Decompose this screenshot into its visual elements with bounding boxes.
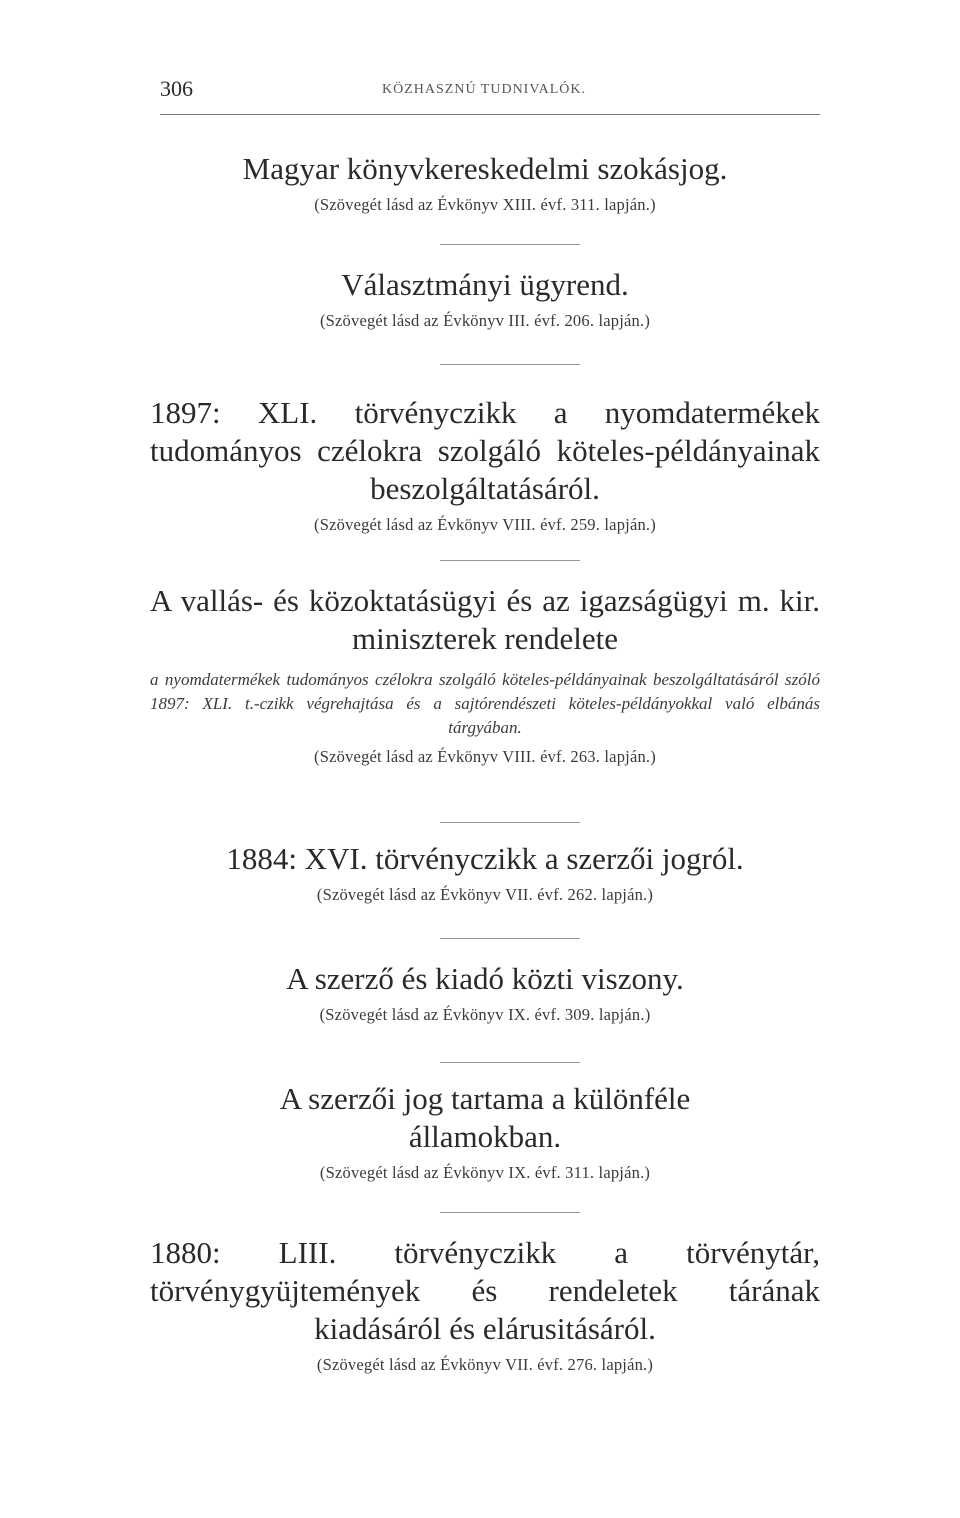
page-number: 306 bbox=[160, 76, 193, 101]
entry-reference: (Szövegét lásd az Évkönyv VII. évf. 262. lapján.) bbox=[316, 885, 654, 904]
entry-reference: (Szövegét lásd az Évkönyv VIII. évf. 259. lapján.) bbox=[314, 515, 656, 534]
separator-rule bbox=[440, 822, 580, 823]
header-rule bbox=[160, 114, 820, 115]
entry-reference: (Szövegét lásd az Évkönyv XIII. évf. 311. lapján.) bbox=[314, 195, 656, 214]
separator-rule bbox=[440, 560, 580, 561]
entry-subtitle: a nyomdatermékek tudományos czélokra szolgáló köteles-példányainak beszolgáltatásáról szóló 1897: XLI. t.-czikk végrehajtása és a sajtórendészeti köteles-példányokkal való elbánás tárgyában. bbox=[150, 670, 820, 737]
running-head: KÖZHASZNÚ TUDNIVALÓK. bbox=[382, 82, 587, 97]
entry-reference: (Szövegét lásd az Évkönyv IX. évf. 309. lapján.) bbox=[319, 1005, 651, 1024]
entry-szerzo-kiado bbox=[150, 960, 820, 1026]
separator-rule bbox=[440, 364, 580, 365]
separator-rule bbox=[440, 938, 580, 939]
entry-title: A szerző és kiadó közti viszony. bbox=[286, 961, 684, 996]
entry-reference: (Szövegét lásd az Évkönyv IX. évf. 311. lapján.) bbox=[319, 1163, 651, 1182]
separator-rule bbox=[440, 1212, 580, 1213]
entry-1897-xli bbox=[150, 394, 820, 536]
entry-szokasjog bbox=[150, 150, 820, 216]
entry-rendelet bbox=[150, 582, 820, 768]
entry-1884-xvi bbox=[150, 840, 820, 906]
entry-title: Választmányi ügyrend. bbox=[341, 267, 629, 302]
separator-rule bbox=[440, 1062, 580, 1063]
entry-ugyrend bbox=[150, 266, 820, 332]
entry-title: 1897: XLI. törvényczikk a nyomdatermékek tudományos czélokra szolgáló köteles-példányainak beszolgáltatásáról. bbox=[150, 395, 820, 506]
entry-reference: (Szövegét lásd az Évkönyv III. évf. 206. lapján.) bbox=[319, 311, 651, 330]
entry-title: Magyar könyvkereskedelmi szokásjog. bbox=[242, 151, 728, 186]
entry-reference: (Szövegét lásd az Évkönyv VII. évf. 276. lapján.) bbox=[316, 1355, 654, 1374]
entry-reference: (Szövegét lásd az Évkönyv VIII. évf. 263. lapján.) bbox=[314, 747, 656, 766]
separator-rule bbox=[440, 244, 580, 245]
entry-1880-liii bbox=[150, 1234, 820, 1376]
entry-title: A szerzői jog tartama a különféle államokban. bbox=[279, 1081, 691, 1154]
entry-title: A vallás- és közoktatásügyi és az igazságügyi m. kir. miniszterek rendelete bbox=[150, 583, 820, 656]
entry-title: 1884: XVI. törvényczikk a szerzői jogról. bbox=[226, 841, 744, 876]
entry-szerzoi-jog-tartama bbox=[150, 1080, 820, 1184]
entry-title: 1880: LIII. törvényczikk a törvénytár, törvénygyüjtemények és rendeletek tárának kiadásáról és elárusitásáról. bbox=[150, 1235, 820, 1346]
page-header bbox=[160, 76, 820, 106]
